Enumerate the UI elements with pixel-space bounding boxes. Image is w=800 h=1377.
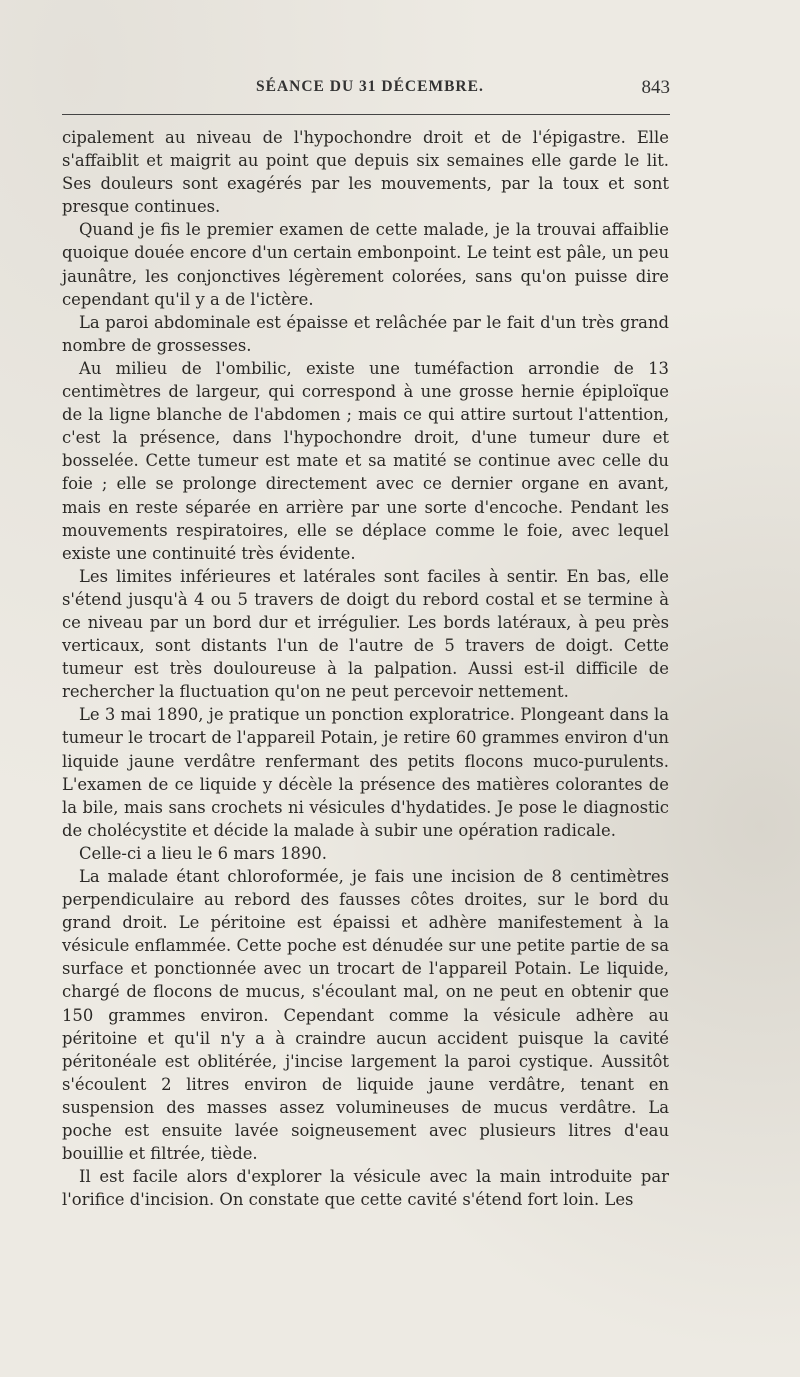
body-text <box>62 126 669 1211</box>
paragraph: Le 3 mai 1890, je pratique un ponction exploratrice. Plongeant dans la tumeur le trocart de l'appareil Potain, je retire 60 grammes environ d'un liquide jaune verdâtre renfermant des petits flocons muco-purulents. L'examen de ce liquide y décèle la présence des matières colorantes de la bile, mais sans crochets ni vésicules d'hydatides. Je pose le diagnostic de cholécystite et décide la malade à subir une opération radicale. <box>62 705 669 840</box>
page-header <box>62 76 670 102</box>
page-number: 843 <box>641 77 670 98</box>
paragraph: Les limites inférieures et latérales sont faciles à sentir. En bas, elle s'étend jusqu'à 4 ou 5 travers de doigt du rebord costal et se termine à ce niveau par un bord dur et irrégulier. Les bords latéraux, à peu près verticaux, sont distants l'un de l'autre de 5 travers de doigt. Cette tumeur est très douloureuse à la palpation. Aussi est-il difficile de rechercher la fluctuation qu'on ne peut percevoir nettement. <box>62 566 669 702</box>
paragraph: cipalement au niveau de l'hypochondre droit et de l'épigastre. Elle s'affaiblit et maigrit au point que depuis six semaines elle garde le lit. Ses douleurs sont exagérés par les mouvements, par la toux et sont presque continues. <box>62 128 669 217</box>
paragraph: Il est facile alors d'explorer la vésicule avec la main introduite par l'orifice d'incision. On constate que cette cavité s'étend fort loin. Les <box>62 1167 669 1210</box>
paragraph: Celle-ci a lieu le 6 mars 1890. <box>79 843 328 863</box>
header-rule <box>62 114 670 115</box>
paragraph: La paroi abdominale est épaisse et relâchée par le fait d'un très grand nombre de grossesses. <box>62 312 669 355</box>
running-title: SÉANCE DU 31 DÉCEMBRE. <box>256 78 484 95</box>
paragraph: Au milieu de l'ombilic, existe une tuméfaction arrondie de 13 centimètres de largeur, qui correspond à une grosse hernie épiploïque de la ligne blanche de l'abdomen ; mais ce qui attire surtout l'attention, c'est la présence, dans l'hypochondre droit, d'une tumeur dure et bosselée. Cette tumeur est mate et sa matité se continue avec celle du foie ; elle se prolonge directement avec ce dernier organe en avant, mais en reste séparée en arrière par une sorte d'encoche. Pendant les mouvements respiratoires, elle se déplace comme le foie, avec lequel existe une continuité très évidente. <box>62 358 669 563</box>
paragraph: La malade étant chloroformée, je fais une incision de 8 centimètres perpendiculaire au rebord des fausses côtes droites, sur le bord du grand droit. Le péritoine est épaissi et adhère manifestement à la vésicule enflammée. Cette poche est dénudée sur une petite partie de sa surface et ponctionnée avec un trocart de l'appareil Potain. Le liquide, chargé de flocons de mucus, s'écoulant mal, on ne peut en obtenir que 150 grammes environ. Cependant comme la vésicule adhère au péritoine et qu'il n'y a à craindre aucun accident puisque la cavité péritonéale est oblitérée, j'incise largement la paroi cystique. Aussitôt s'écoulent 2 litres environ de liquide jaune verdâtre, tenant en suspension des masses assez volumineuses de mucus verdâtre. La poche est ensuite lavée soigneusement avec plusieurs litres d'eau bouillie et filtrée, tiède. <box>62 867 669 1164</box>
paragraph: Quand je fis le premier examen de cette malade, je la trouvai affaiblie quoique douée encore d'un certain embonpoint. Le teint est pâle, un peu jaunâtre, les conjonctives légèrement colorées, sans qu'on puisse dire cependant qu'il y a de l'ictère. <box>62 220 669 309</box>
